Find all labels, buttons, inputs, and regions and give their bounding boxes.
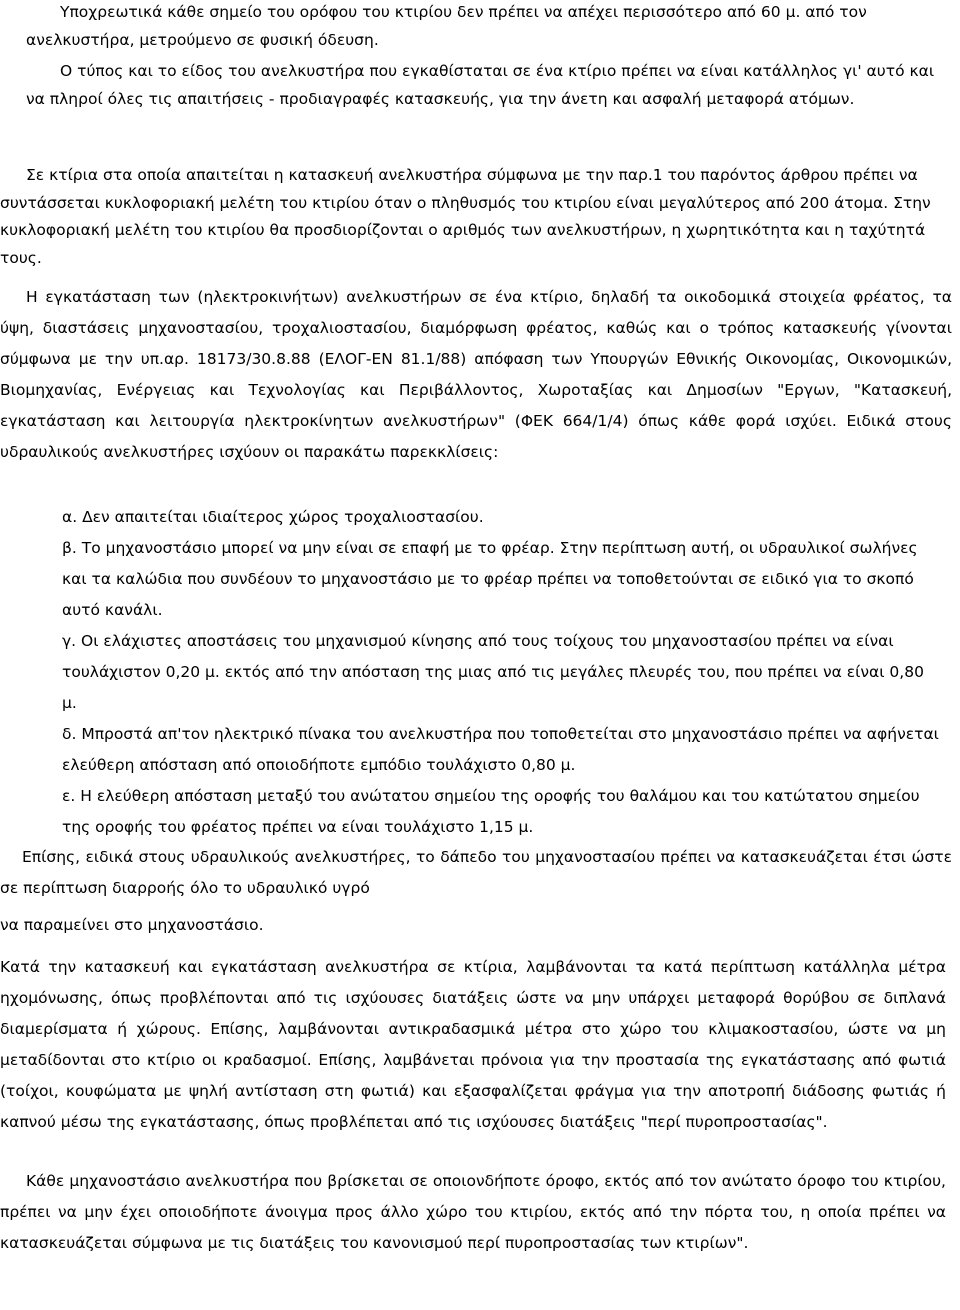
paragraph-distance-to-elevator: Υποχρεωτικά κάθε σημείο του ορόφου του κτιρίου δεν πρέπει να απέχει περισσότερο από 60 μ. από τον ανελκυστήρα, μετρούμενο σε φυσική όδευση. xyxy=(26,3,867,49)
paragraph-sound-and-fire-protection: Κατά την κατασκευή και εγκατάσταση ανελκυστήρα σε κτίρια, λαμβάνονται τα κατά περίπτωση κατάλληλα μέτρα ηχομόνωσης, όπως προβλέπονται από τις ισχύουσες διατάξεις ώστε να μην υπάρχει μεταφορά θορύβου σε διπλανά διαμερίσματα ή χώρους. Επίσης, λαμβάνονται αντικραδασμικά μέτρα στο χώρο του κλιμακοστασίου, ώστε να μη μεταδίδονται στο κτίριο οι κραδασμοί. Επίσης, λαμβάνεται πρόνοια για την προστασία της εγκατάστασης από φωτιά (τοίχοι, κουφώματα με ψηλή αντίσταση στη φωτιά) και εξασφαλίζεται φράγμα για την αποτροπή διάδοσης φωτιάς ή καπνού μέσω της εγκατάστασης, όπως προβλέπεται από τις ισχύουσες διατάξεις "περί πυροπροστασίας". xyxy=(0,958,946,1131)
paragraph-machine-room-floor: Επίσης, ειδικά στους υδραυλικούς ανελκυστήρες, το δάπεδο του μηχανοστασίου πρέπει να κατασκευάζεται έτσι ώστε σε περίπτωση διαρροής όλο το υδραυλικό υγρό xyxy=(0,848,952,897)
list-item: α. Δεν απαιτείται ιδιαίτερος χώρος τροχαλιοστασίου. xyxy=(62,508,484,526)
list-item: β. Το μηχανοστάσιο μπορεί να μην είναι σε επαφή με το φρέαρ. Στην περίπτωση αυτή, οι υδραυλικοί σωλήνες και τα καλώδια που συνδέουν το μηχανοστάσιο με το φρέαρ πρέπει να τοποθετούνται σε ειδικό για το σκοπό αυτό κανάλι. xyxy=(62,539,918,619)
paragraph-elevator-type: Ο τύπος και το είδος του ανελκυστήρα που εγκαθίσταται σε ένα κτίριο πρέπει να είναι κατάλληλος γι' αυτό και να πληροί όλες τις απαιτήσεις - προδιαγραφές κατασκευής, για την άνετη και ασφαλή μεταφορά ατόμων. xyxy=(26,62,935,108)
paragraph-traffic-study: Σε κτίρια στα οποία απαιτείται η κατασκευή ανελκυστήρα σύμφωνα με την παρ.1 του παρόντος άρθρου πρέπει να συντάσσεται κυκλοφοριακή μελέτη του κτιρίου όταν ο πληθυσμός του κτιρίου είναι μεγαλύτερος από 200 άτομα. Στην κυκλοφοριακή μελέτη του κτιρίου θα προσδιορίζονται ο αριθμός των ανελκυστήρων, η χωρητικότητα και η ταχύτητά τους. xyxy=(0,166,931,267)
list-item: δ. Μπροστά απ'τον ηλεκτρικό πίνακα του ανελκυστήρα που τοποθετείται στο μηχανοστάσιο πρέπει να αφήνεται ελεύθερη απόσταση από οποιοδήποτε εμπόδιο τουλάχιστο 0,80 μ. xyxy=(62,725,939,774)
list-item: ε. Η ελεύθερη απόσταση μεταξύ του ανώτατου σημείου της οροφής του θαλάμου και του κατώτατου σημείου της οροφής του φρέατος πρέπει να είναι τουλάχιστο 1,15 μ. xyxy=(62,787,920,836)
paragraph-machine-room-floor-continued: να παραμείνει στο μηχανοστάσιο. xyxy=(0,916,264,934)
paragraph-machine-room-openings: Κάθε μηχανοστάσιο ανελκυστήρα που βρίσκεται σε οποιονδήποτε όροφο, εκτός από τον ανώτατο όροφο του κτιρίου, πρέπει να μην έχει οποιοδήποτε άνοιγμα προς άλλο χώρο του κτιρίου, εκτός από την πόρτα του, η οποία πρέπει να κατασκευάζεται σύμφωνα με τις διατάξεις του κανονισμού περί πυροπροστασίας των κτιρίων". xyxy=(0,1172,946,1252)
hydraulic-exceptions-list xyxy=(62,502,942,843)
paragraph-installation-regulations: Η εγκατάσταση των (ηλεκτροκινήτων) ανελκυστήρων σε ένα κτίριο, δηλαδή τα οικοδομικά στοιχεία φρέατος, τα ύψη, διαστάσεις μηχανοστασίου, τροχαλιοστασίου, διαμόρφωση φρέατος, καθώς και ο τρόπος κατασκευής γίνονται σύμφωνα με την υπ.αρ. 18173/30.8.88 (ΕΛΟΓ-ΕΝ 81.1/88) απόφαση των Υπουργών Εθνικής Οικονομίας, Οικονομικών, Βιομηχανίας, Ενέργειας και Τεχνολογίας και Περιβάλλοντος, Χωροταξίας και Δημοσίων "Εργων, "Κατασκευή, εγκατάσταση και λειτουργία ηλεκτροκίνητων ανελκυστήρων" (ΦΕΚ 664/1/4) όπως κάθε φορά ισχύει. Ειδικά στους υδραυλικούς ανελκυστήρες ισχύουν οι παρακάτω παρεκκλίσεις: xyxy=(0,288,952,461)
list-item: γ. Οι ελάχιστες αποστάσεις του μηχανισμού κίνησης από τους τοίχους του μηχανοστασίου πρέπει να είναι τουλάχιστον 0,20 μ. εκτός από την απόσταση της μιας από τις μεγάλες πλευρές του, που πρέπει να είναι 0,80 μ. xyxy=(62,632,924,712)
